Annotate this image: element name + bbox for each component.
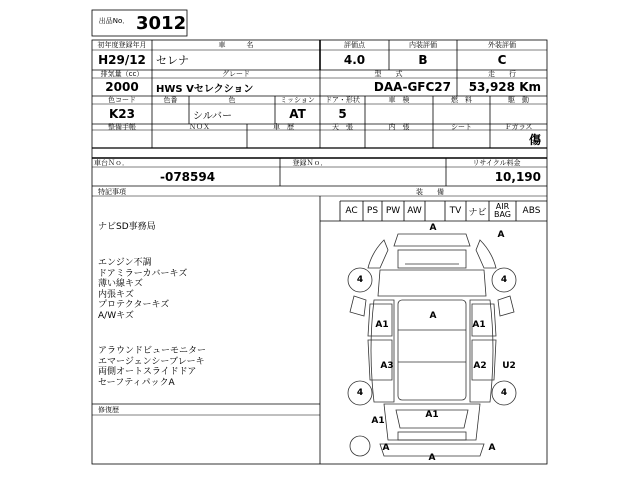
damage-mark: 4	[500, 388, 508, 398]
damage-mark: A2	[473, 361, 487, 371]
note-line: 薄い線キズ	[98, 279, 143, 289]
grade-value: HWS Vセレクション	[156, 83, 254, 95]
note-line: A/Wキズ	[98, 310, 134, 321]
reg-date-label: 初年度登録年月	[97, 41, 147, 49]
color-code-label: 色コード	[108, 96, 136, 104]
history-label: 車 歴	[273, 123, 294, 131]
note-line: エマージェンシーブレーキ	[98, 356, 205, 367]
note-line: 内張キズ	[98, 289, 134, 300]
fglass-value: 傷	[528, 132, 541, 147]
score-label: 評価点	[344, 41, 365, 49]
grade-label: グレード	[222, 70, 250, 78]
nox-label: ＮＯＸ	[189, 123, 210, 131]
lot-label: 出品No．	[98, 17, 130, 25]
score-value: 4.0	[343, 53, 366, 67]
note-line: アラウンドビューモニター	[98, 346, 207, 356]
recycle-label: リサイクル料金	[472, 158, 521, 167]
damage-mark: 4	[500, 275, 508, 285]
transmission-value: AT	[289, 107, 306, 121]
transmission-label: ミッション	[280, 96, 315, 104]
doors-value: 5	[338, 107, 347, 121]
ceiling-label: 天 張	[332, 123, 353, 131]
doors-label: ドア・形状	[325, 96, 360, 104]
damage-mark: A	[429, 223, 437, 233]
damage-mark: A1	[375, 320, 389, 330]
equipment-tv: TV	[449, 206, 462, 216]
equipment-navi: ナビ	[468, 207, 487, 218]
damage-mark: A	[428, 453, 436, 463]
interior-score-label: 内装評価	[409, 41, 437, 49]
equipment-abs: ABS	[522, 206, 541, 216]
reg-date-value: H29/12	[98, 53, 146, 67]
displacement-value: 2000	[105, 80, 139, 94]
color-value: シルバー	[193, 110, 233, 122]
note-line: ドアミラーカバーキズ	[98, 268, 188, 279]
damage-mark: A	[429, 311, 437, 321]
equipment-label: 装 備	[416, 187, 444, 196]
damage-mark: 4	[356, 388, 364, 398]
car-name-value: セレナ	[156, 54, 189, 67]
exterior-score-label: 外装評価	[488, 41, 516, 49]
color-label: 色	[228, 96, 236, 104]
fuel-label: 燃 料	[451, 96, 472, 104]
note-line: エンジン不調	[98, 258, 152, 268]
damage-mark: 4	[356, 275, 364, 285]
mileage-value: 53,928 Km	[468, 80, 541, 94]
note-line: プロテクターキズ	[98, 300, 170, 310]
damage-mark: A3	[380, 361, 394, 371]
model-label: 型 式	[374, 70, 403, 78]
chassis-label: 車台Ｎｏ．	[94, 158, 129, 167]
displacement-label: 排気量（cc）	[100, 70, 144, 78]
car-inspection-label: 車 検	[388, 96, 410, 104]
equipment-airbag: AIR BAG	[493, 202, 512, 219]
note-line: セーフティパックA	[98, 377, 175, 388]
mileage-label: 走 行	[488, 70, 516, 78]
damage-mark: U2	[502, 361, 516, 371]
exterior-score-value: C	[497, 53, 507, 67]
interior-trim-label: 内 張	[388, 123, 410, 131]
equipment-ps: PS	[366, 206, 379, 216]
note-line: ナビSD事務局	[98, 222, 156, 232]
damage-mark: A	[488, 443, 496, 453]
damage-mark: A	[497, 230, 505, 240]
damage-mark: A1	[425, 410, 439, 420]
note-line: 両側オートスライドドア	[98, 367, 197, 377]
equipment-pw: PW	[385, 206, 401, 216]
color-code-value: K23	[109, 107, 135, 121]
equipment-ac: AC	[345, 206, 358, 216]
damage-mark: A1	[371, 416, 385, 426]
notes-label: 特記事項	[98, 187, 126, 196]
recycle-value: 10,190	[494, 169, 541, 184]
registration-label: 登録Ｎｏ．	[292, 158, 328, 167]
car-name-label: 車 名	[218, 41, 254, 49]
chassis-value: -078594	[160, 169, 216, 184]
manual-label: 整備手帳	[108, 123, 136, 131]
fglass-label: Ｆガラス	[504, 123, 533, 131]
damage-mark: A1	[472, 320, 486, 330]
equipment-aw: AW	[407, 206, 422, 216]
drive-label: 駆 動	[508, 96, 529, 104]
damage-mark: A	[382, 443, 390, 453]
seat-label: シート	[451, 123, 472, 131]
color-no-label: 色番	[163, 96, 178, 104]
lot-number: 3012	[136, 12, 187, 34]
model-value: DAA-GFC27	[373, 80, 451, 94]
repair-history-label: 修復歴	[98, 406, 119, 414]
interior-score-value: B	[418, 53, 428, 67]
